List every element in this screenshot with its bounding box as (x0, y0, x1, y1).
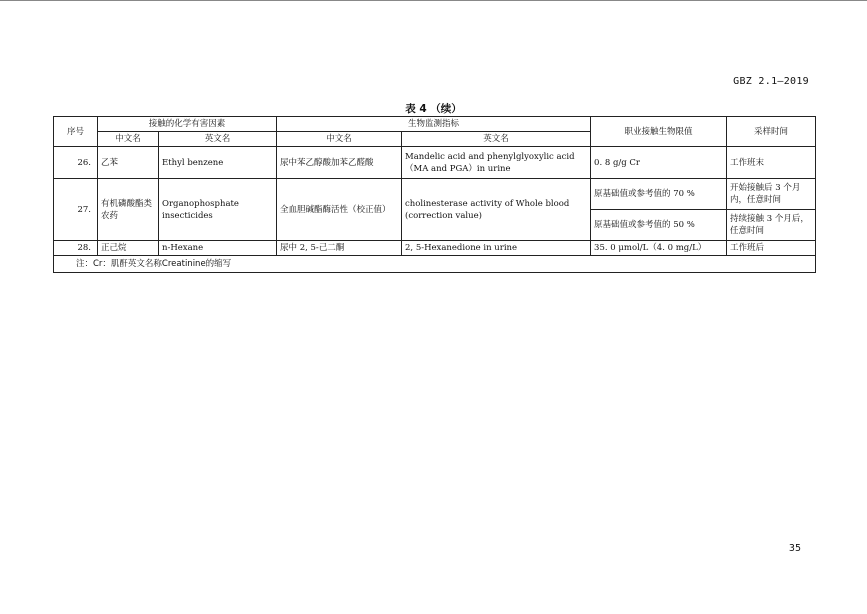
bio-en-cell: Mandelic acid and phenylglyoxylic acid（MA and PGA）in urine (402, 147, 591, 179)
chem-en-cell: Ethyl benzene (159, 147, 277, 179)
limit-cell: 原基础值或参考值的 70 % (591, 179, 727, 210)
bio-en-cell: 2, 5-Hexanedione in urine (402, 241, 591, 256)
header-serial: 序号 (54, 117, 98, 147)
sampling-cell: 工作班末 (727, 147, 816, 179)
table-row (54, 179, 816, 210)
bio-cn-cell: 尿中苯乙醇酸加苯乙醛酸 (277, 147, 402, 179)
sampling-cell: 开始接触后 3 个月内，任意时间 (727, 179, 816, 210)
header-chem-cn: 中文名 (98, 132, 159, 147)
row-number: 27. (54, 179, 98, 241)
header-limit: 职业接触生物限值 (591, 117, 727, 147)
note-row (54, 256, 816, 273)
chem-cn-cell: 正己烷 (98, 241, 159, 256)
limit-cell: 35. 0 μmol/L（4. 0 mg/L） (591, 241, 727, 256)
chem-en-cell: n-Hexane (159, 241, 277, 256)
sampling-cell: 工作班后 (727, 241, 816, 256)
chem-cn-cell: 乙苯 (98, 147, 159, 179)
chem-cn-cell: 有机磷酸酯类农药 (98, 179, 159, 241)
header-bio-en: 英文名 (402, 132, 591, 147)
row-number: 26. (54, 147, 98, 179)
top-border-line (0, 0, 867, 1)
bio-cn-cell: 尿中 2, 5-己二酮 (277, 241, 402, 256)
header-row-1 (54, 117, 816, 132)
header-bio-index: 生物监测指标 (277, 117, 591, 132)
bio-en-cell: cholinesterase activity of Whole blood (correction value) (402, 179, 591, 241)
header-sampling: 采样时间 (727, 117, 816, 147)
limit-cell: 原基础值或参考值的 50 % (591, 210, 727, 241)
header-chem-en: 英文名 (159, 132, 277, 147)
header-chem-factor: 接触的化学有害因素 (98, 117, 277, 132)
sampling-cell: 持续接触 3 个月后，任意时间 (727, 210, 816, 241)
table-note: 注：Cr：肌酐英文名称Creatinine的缩写 (54, 256, 816, 273)
table-caption: 表 4 （续） (405, 103, 462, 115)
limit-cell: 0. 8 g/g Cr (591, 147, 727, 179)
biomonitoring-table (53, 116, 816, 273)
header-bio-cn: 中文名 (277, 132, 402, 147)
table-row (54, 241, 816, 256)
bio-cn-cell: 全血胆碱酯酶活性（校正值） (277, 179, 402, 241)
row-number: 28. (54, 241, 98, 256)
page-number: 35 (788, 543, 801, 554)
standard-code: GBZ 2.1—2019 (733, 76, 809, 87)
table-row (54, 147, 816, 179)
chem-en-cell: Organophosphate insecticides (159, 179, 277, 241)
